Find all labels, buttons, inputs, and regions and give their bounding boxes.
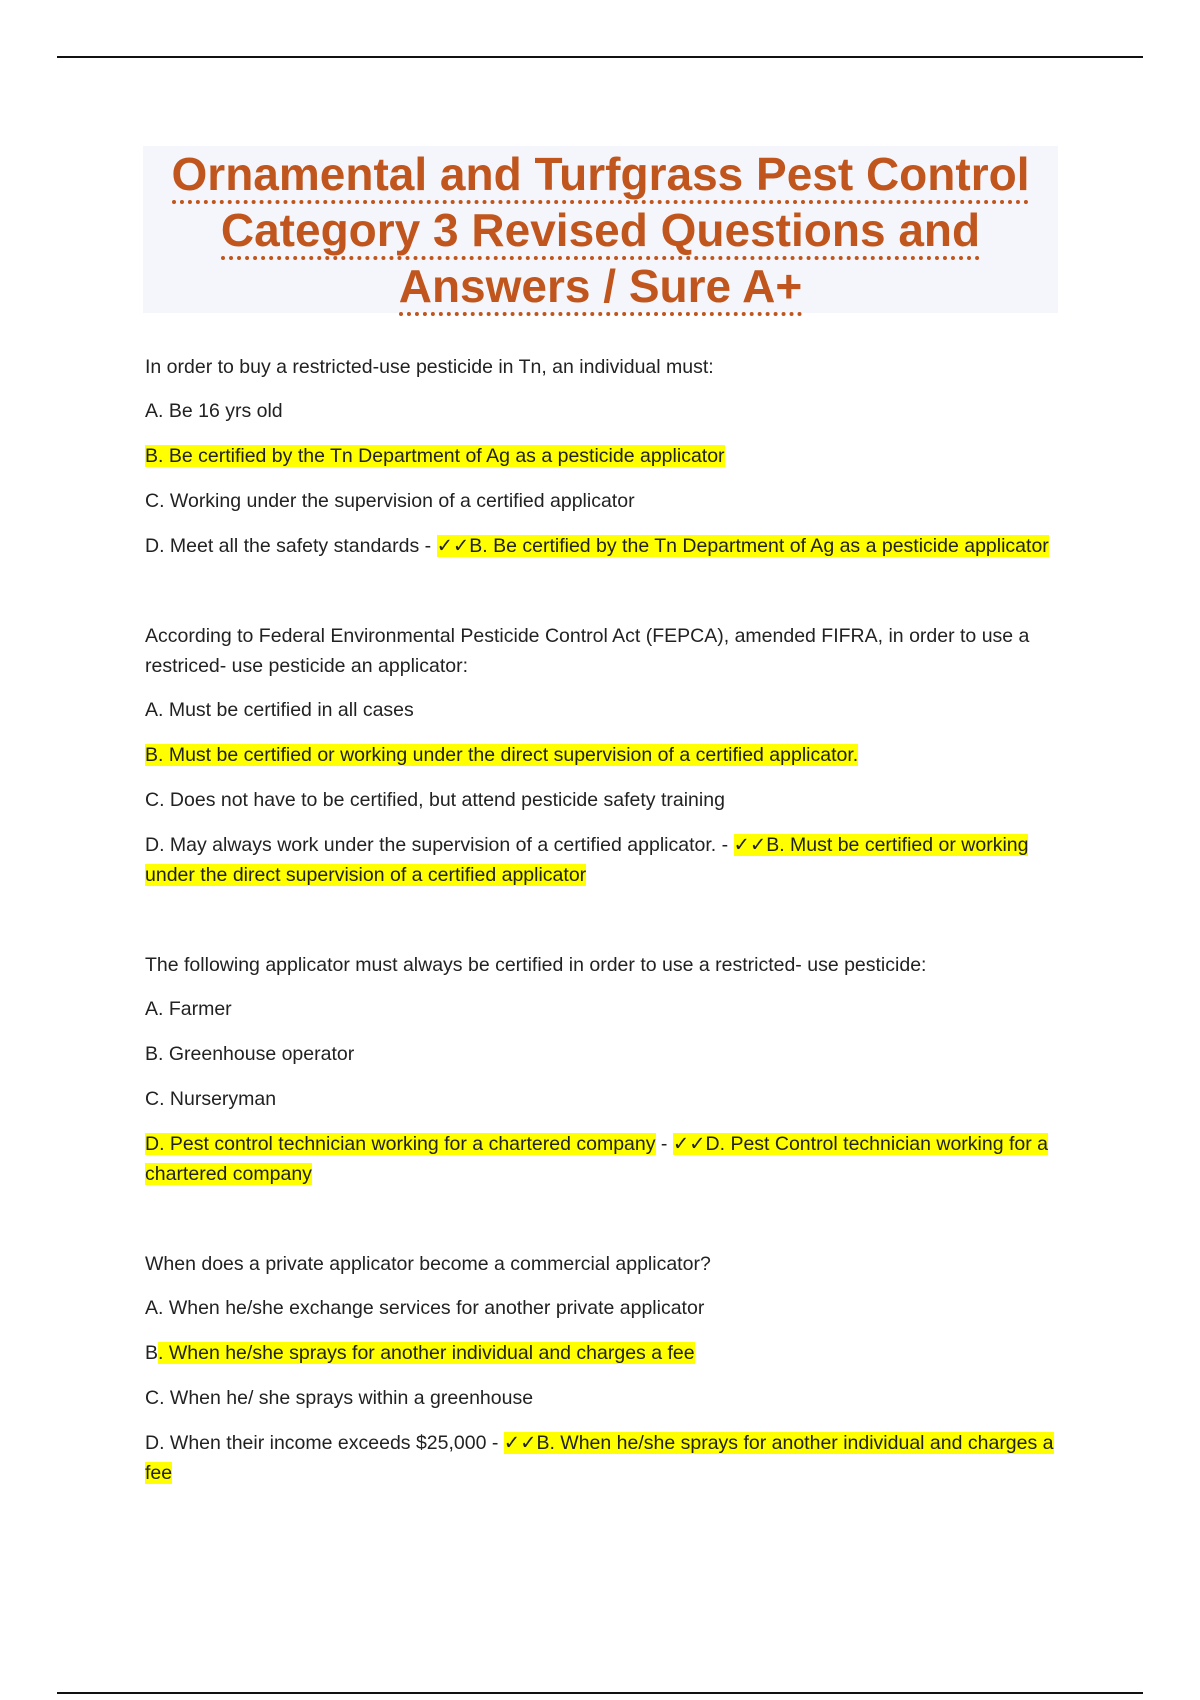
question-2 xyxy=(145,621,1055,890)
option-b: B. When he/she sprays for another individual and charges a fee xyxy=(145,1342,695,1364)
option-a: A. Be 16 yrs old xyxy=(145,400,283,422)
option-d: D. When their income exceeds $25,000 - ✓✓B. When he/she sprays for another individual and charges a fee xyxy=(145,1432,1054,1484)
top-rule xyxy=(57,56,1143,58)
question-stem: According to Federal Environmental Pesticide Control Act (FEPCA), amended FIFRA, in order to use a restriced- use pesticide an applicator: xyxy=(145,625,1030,677)
answer-key: ✓✓B. Be certified by the Tn Department of Ag as a pesticide applicator xyxy=(436,535,1049,557)
bottom-rule xyxy=(57,1692,1143,1694)
question-stem: When does a private applicator become a commercial applicator? xyxy=(145,1253,711,1275)
option-a: A. Must be certified in all cases xyxy=(145,699,414,721)
title-line-3: Answers / Sure A+ xyxy=(143,258,1058,314)
question-1 xyxy=(145,352,1055,561)
answer-key: ✓✓B. When he/she sprays for another individual and charges a fee xyxy=(145,1432,1054,1484)
question-3 xyxy=(145,950,1055,1189)
option-b xyxy=(145,441,1055,471)
option-c: C. Working under the supervision of a certified applicator xyxy=(145,490,635,512)
highlighted-option: B. Be certified by the Tn Department of Ag as a pesticide applicator xyxy=(145,445,725,467)
question-stem: In order to buy a restricted-use pesticide in Tn, an individual must: xyxy=(145,356,714,378)
title-line-1: Ornamental and Turfgrass Pest Control xyxy=(143,146,1058,202)
option-c: C. Does not have to be certified, but attend pesticide safety training xyxy=(145,789,725,811)
answer-key: ✓✓D. Pest Control technician working for a chartered company xyxy=(145,1133,1049,1185)
option-d: D. May always work under the supervision of a certified applicator. - ✓✓B. Must be certified or working under the direct supervision of a certified applicator xyxy=(145,834,1029,886)
option-c: C. When he/ she sprays within a greenhouse xyxy=(145,1387,534,1409)
question-list xyxy=(145,352,1055,1503)
option-a: A. Farmer xyxy=(145,998,232,1020)
option-d: D. Meet all the safety standards - ✓✓B. Be certified by the Tn Department of Ag as a pesticide applicator xyxy=(145,535,1049,557)
option-a: A. When he/she exchange services for another private applicator xyxy=(145,1297,705,1319)
option-b: B. Greenhouse operator xyxy=(145,1043,355,1065)
highlighted-option: . When he/she sprays for another individual and charges a fee xyxy=(158,1342,695,1364)
option-b xyxy=(145,740,1055,770)
highlighted-option: D. Pest control technician working for a chartered company xyxy=(145,1133,656,1155)
answer-key: ✓✓B. Must be certified or working under the direct supervision of a certified applicator xyxy=(145,834,1029,886)
question-stem: The following applicator must always be certified in order to use a restricted- use pesticide: xyxy=(145,954,927,976)
question-4 xyxy=(145,1249,1055,1488)
option-c: C. Nurseryman xyxy=(145,1088,277,1110)
highlighted-option: B. Must be certified or working under the direct supervision of a certified applicator. xyxy=(145,744,859,766)
title-box xyxy=(143,146,1058,313)
title-line-2: Category 3 Revised Questions and xyxy=(143,202,1058,258)
option-d: D. Pest control technician working for a chartered company - ✓✓D. Pest Control technician working for a chartered company xyxy=(145,1133,1049,1185)
